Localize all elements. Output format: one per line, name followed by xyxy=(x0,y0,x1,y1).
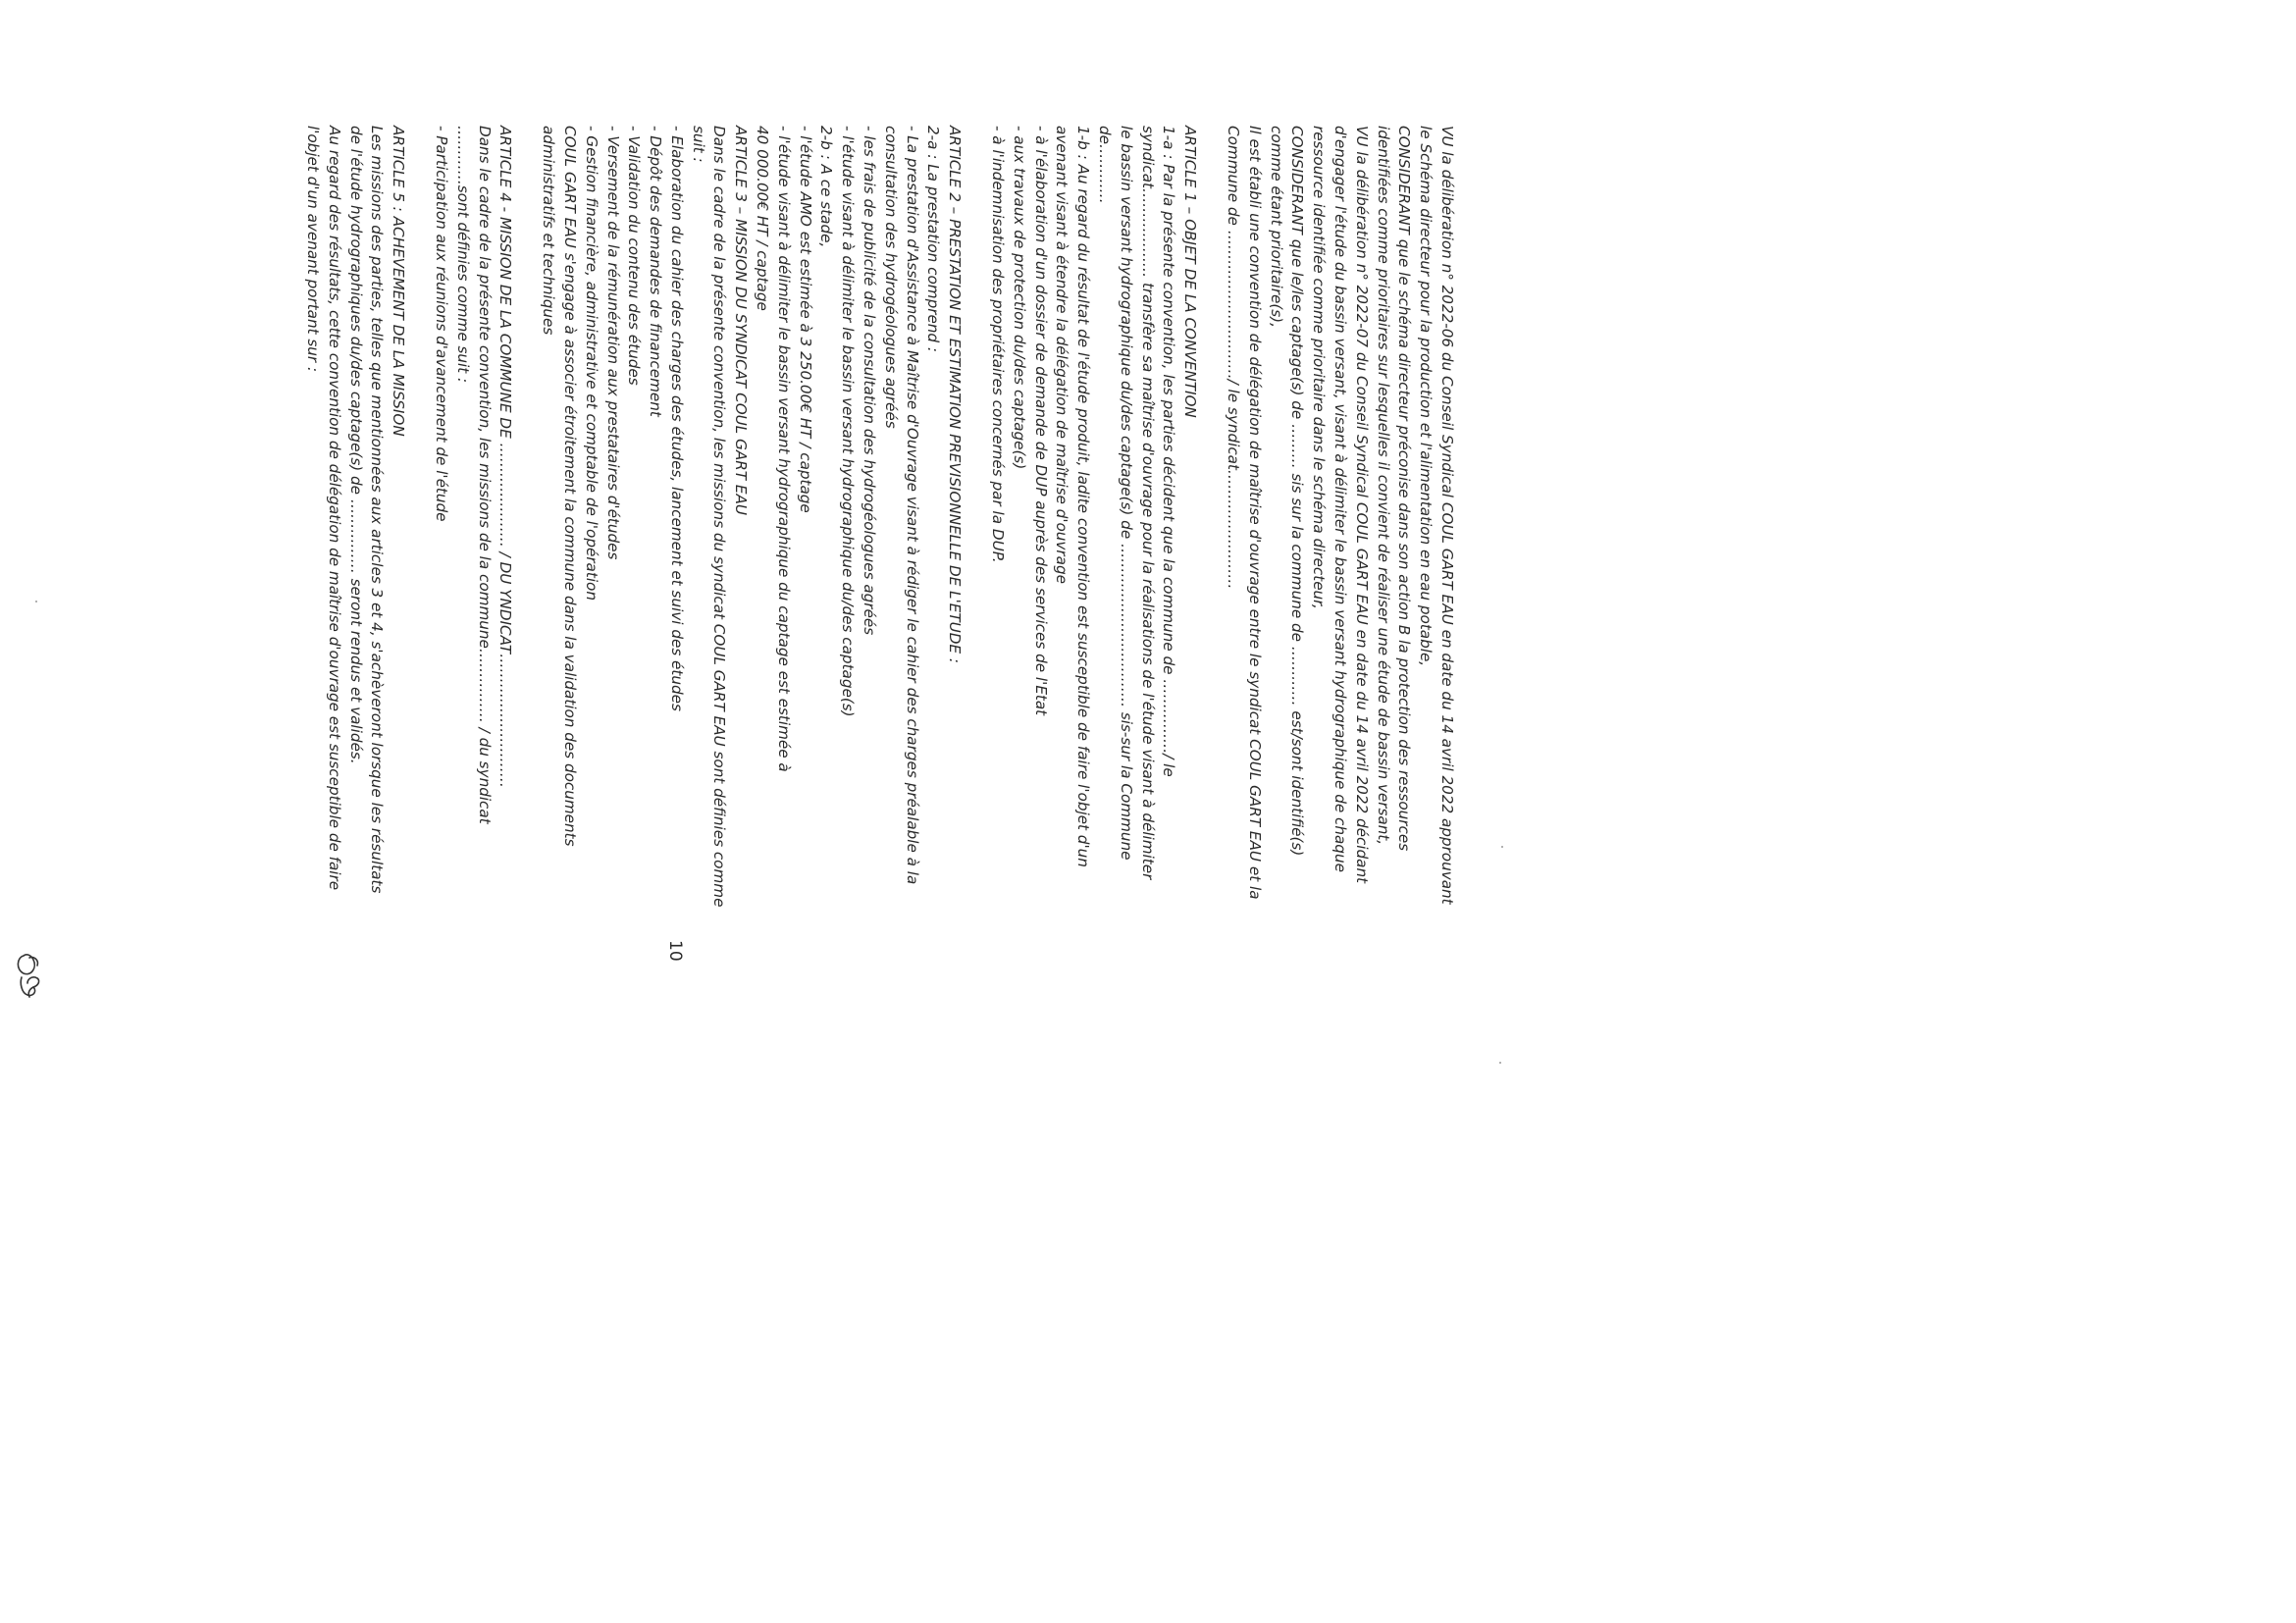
scan-speck xyxy=(1501,846,1503,848)
list-item: - les frais de publicité de la consultation des hydrogéologues agréés xyxy=(861,126,879,636)
text-line: administratifs et techniques xyxy=(540,126,558,336)
text-line: 1-a : Par la présente convention, les parties décident que la commune de ……………/ le xyxy=(1160,126,1178,777)
list-item: - Validation du contenu des études xyxy=(625,126,644,386)
text-line: Au regard des résultats, cette convention de délégation de maîtrise d'ouvrage est susceptible de faire xyxy=(325,126,343,891)
article-3-heading: ARTICLE 3 – MISSION DU SYNDICAT COUL GART EAU xyxy=(732,126,751,516)
text-line: …………sont définies comme suit : xyxy=(453,126,472,384)
text-line: ressource identifiée comme prioritaire dans le schéma directeur, xyxy=(1310,126,1329,609)
text-line: identifiées comme prioritaires sur lesquelles il convient de réaliser une étude de bassin versant, xyxy=(1374,126,1392,846)
list-item: - Versement de la rémunération aux prestataires d'études xyxy=(603,126,622,560)
spacer xyxy=(408,126,430,930)
text-line: syndicat……………… transfère sa maîtrise d'ouvrage pour la réalisations de l'étude visant à délimiter xyxy=(1138,126,1157,880)
text-line: COUL GART EAU s'engage à associer étroitement la commune dans la validation des documents xyxy=(560,126,579,847)
text-line: VU la délibération n° 2022-06 du Conseil Syndical COUL GART EAU en date du 14 avril 2022 approuvant xyxy=(1438,126,1456,905)
article-2-heading: ARTICLE 2 – PRESTATION ET ESTIMATION PREVISIONNELLE DE L'ETUDE : xyxy=(946,126,965,663)
text-line: Dans le cadre de la présente convention, les missions de la commune…………… / du syndicat xyxy=(475,126,494,824)
document-page xyxy=(103,126,1457,930)
text-line: le Schéma directeur pour la production et l'alimentation en eau potable, xyxy=(1417,126,1435,667)
text-line: d'engager l'étude du bassin versant, visant à délimiter le bassin versant hydrographique de chaque xyxy=(1331,126,1350,872)
text-line: suit : xyxy=(689,126,707,163)
text-line: 2-a : La prestation comprend : xyxy=(924,126,943,353)
article-3 xyxy=(537,126,751,930)
scan-speck xyxy=(35,601,37,602)
list-item: - à l'élaboration d'un dossier de demande de DUP auprès des services de l'Etat xyxy=(1031,126,1050,716)
article-5-heading: ARTICLE 5 : ACHEVEMENT DE LA MISSION xyxy=(390,126,408,437)
text-line: comme étant prioritaire(s), xyxy=(1267,126,1285,328)
text-line: 40 000.00€ HT / captage xyxy=(754,126,772,311)
spacer xyxy=(515,126,537,930)
article-4 xyxy=(430,126,515,930)
text-line: Les missions des parties, telles que mentionnées aux articles 3 et 4, s'achèveront lorsque les résultats xyxy=(368,126,387,894)
text-line: 1-b : Au regard du résultat de l'étude produit, ladite convention est susceptible de faire l'objet d'un xyxy=(1074,126,1093,867)
text-line: VU la délibération n° 2022-07 du Conseil Syndical COUL GART EAU en date du 14 avril 2022 décidant xyxy=(1352,126,1371,884)
text-line: avenant visant à étendre la délégation de maîtrise d'ouvrage xyxy=(1053,126,1071,584)
list-item: - Elaboration du cahier des charges des études, lancement et suivi des études xyxy=(667,126,686,711)
list-item: - aux travaux de protection du/des captage(s) xyxy=(1010,126,1028,470)
text-line: CONSIDERANT que le schéma directeur préconise dans son action B la protection des ressources xyxy=(1395,126,1414,852)
spacer xyxy=(1200,126,1222,930)
text-line: 2-b : A ce stade, xyxy=(817,126,836,248)
article-1-heading: ARTICLE 1 – OBJET DE LA CONVENTION xyxy=(1181,126,1200,418)
article-4-heading: ARTICLE 4 - MISSION DE LA COMMUNE DE ………………… / DU YNDICAT……………………… xyxy=(496,126,515,788)
list-item: - l'étude visant à délimiter le bassin versant hydrographique du/des captage(s) xyxy=(839,126,858,717)
article-2 xyxy=(751,126,965,930)
text-line: CONSIDERANT que le/les captage(s) de ……… sis sur la commune de ………… est/sont identifié(s) xyxy=(1288,126,1307,857)
list-item: - l'étude AMO est estimée à 3 250.00€ HT / captage xyxy=(796,126,814,513)
text-line: l'objet d'un avenant portant sur : xyxy=(303,126,322,373)
list-item: - à l'indemnisation des propriétaires concernés par la DUP. xyxy=(989,126,1008,563)
preamble xyxy=(1222,126,1457,930)
article-5 xyxy=(301,126,408,930)
article-1 xyxy=(986,126,1200,930)
text-line: le bassin versant hydrographique du/des captage(s) de …………………………… sis-sur la Commune xyxy=(1117,126,1135,861)
text-line: Dans le cadre de la présente convention, les missions du syndicat COUL GART EAU sont définies comme xyxy=(710,126,729,908)
list-item: - l'étude visant à délimiter le bassin versant hydrographique du captage est estimée à xyxy=(774,126,793,772)
handwritten-initials-icon xyxy=(14,950,59,1001)
spacer xyxy=(965,126,986,930)
text-line: de l'étude hydrographiques du/des captage(s) de …………… seront rendus et validés. xyxy=(346,126,365,764)
text-line: de………… xyxy=(1096,126,1115,204)
page-number: 10 xyxy=(665,940,685,962)
list-item: - Gestion financière, administrative et comptable de l'opération xyxy=(582,126,600,601)
text-line: consultation des hydrogéologues agréés xyxy=(881,126,900,429)
text-line: Il est établi une convention de délégation de maîtrise d'ouvrage entre le syndicat COUL GART EAU et la xyxy=(1245,126,1264,900)
text-line: Commune de …………………………/ le syndicat…………………… xyxy=(1225,126,1243,590)
scan-speck xyxy=(1499,1062,1501,1064)
list-item: - Participation aux réunions d'avancement de l'étude xyxy=(432,126,450,522)
list-item: - La prestation d'Assistance à Maîtrise d'Ouvrage visant à rédiger le cahier des charges préalable à la xyxy=(903,126,921,885)
list-item: - Dépôt des demandes de financement xyxy=(647,126,665,417)
